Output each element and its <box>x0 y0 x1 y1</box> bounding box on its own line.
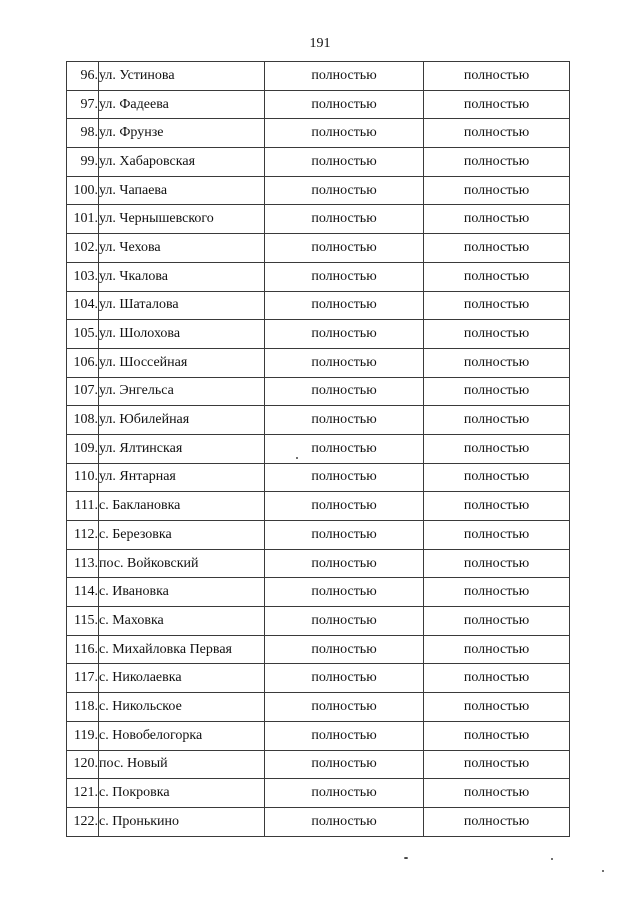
row-number-cell: 100. <box>67 176 99 205</box>
table-row <box>67 664 570 693</box>
scan-speck <box>404 857 408 859</box>
coverage-cell: полностью <box>265 492 424 521</box>
coverage-cell: полностью <box>265 377 424 406</box>
location-name-cell: пос. Войковский <box>99 549 265 578</box>
coverage-cell: полностью <box>265 693 424 722</box>
coverage-cell: полностью <box>265 607 424 636</box>
table-row <box>67 463 570 492</box>
coverage-cell: полностью <box>424 807 570 836</box>
coverage-cell: полностью <box>265 521 424 550</box>
table-row <box>67 90 570 119</box>
location-name-cell: ул. Устинова <box>99 62 265 91</box>
coverage-cell: полностью <box>424 119 570 148</box>
table-row <box>67 176 570 205</box>
coverage-cell: полностью <box>424 262 570 291</box>
location-name-cell: пос. Новый <box>99 750 265 779</box>
table-row <box>67 262 570 291</box>
location-name-cell: с. Пронькино <box>99 807 265 836</box>
coverage-cell: полностью <box>265 62 424 91</box>
scan-speck <box>551 858 553 860</box>
location-name-cell: с. Михайловка Первая <box>99 635 265 664</box>
row-number-cell: 117. <box>67 664 99 693</box>
location-name-cell: ул. Шолохова <box>99 320 265 349</box>
table-row <box>67 779 570 808</box>
row-number-cell: 109. <box>67 434 99 463</box>
row-number-cell: 120. <box>67 750 99 779</box>
coverage-cell: полностью <box>424 549 570 578</box>
row-number-cell: 106. <box>67 348 99 377</box>
table-row <box>67 578 570 607</box>
coverage-cell: полностью <box>424 320 570 349</box>
coverage-cell: полностью <box>424 607 570 636</box>
coverage-cell: полностью <box>265 406 424 435</box>
coverage-cell: полностью <box>265 148 424 177</box>
location-name-cell: ул. Чехова <box>99 234 265 263</box>
table-row <box>67 406 570 435</box>
location-name-cell: ул. Энгельса <box>99 377 265 406</box>
coverage-cell: полностью <box>424 750 570 779</box>
row-number-cell: 101. <box>67 205 99 234</box>
coverage-cell: полностью <box>265 807 424 836</box>
location-name-cell: ул. Ялтинская <box>99 434 265 463</box>
row-number-cell: 122. <box>67 807 99 836</box>
row-number-cell: 108. <box>67 406 99 435</box>
coverage-cell: полностью <box>265 291 424 320</box>
coverage-cell: полностью <box>424 90 570 119</box>
row-number-cell: 105. <box>67 320 99 349</box>
row-number-cell: 103. <box>67 262 99 291</box>
coverage-cell: полностью <box>424 62 570 91</box>
coverage-cell: полностью <box>265 549 424 578</box>
coverage-cell: полностью <box>424 635 570 664</box>
location-name-cell: с. Баклановка <box>99 492 265 521</box>
table-row <box>67 635 570 664</box>
row-number-cell: 104. <box>67 291 99 320</box>
coverage-cell: полностью <box>424 205 570 234</box>
coverage-cell: полностью <box>265 348 424 377</box>
coverage-cell: полностью <box>265 90 424 119</box>
coverage-cell: полностью <box>424 492 570 521</box>
coverage-cell: полностью <box>265 176 424 205</box>
row-number-cell: 118. <box>67 693 99 722</box>
coverage-cell: полностью <box>424 291 570 320</box>
location-name-cell: с. Ивановка <box>99 578 265 607</box>
coverage-cell: полностью <box>265 779 424 808</box>
table-row <box>67 348 570 377</box>
location-name-cell: ул. Хабаровская <box>99 148 265 177</box>
table-row <box>67 377 570 406</box>
coverage-cell: полностью <box>424 463 570 492</box>
row-number-cell: 98. <box>67 119 99 148</box>
coverage-cell: полностью <box>265 434 424 463</box>
table-row <box>67 807 570 836</box>
coverage-cell: полностью <box>424 148 570 177</box>
coverage-cell: полностью <box>265 320 424 349</box>
row-number-cell: 116. <box>67 635 99 664</box>
row-number-cell: 121. <box>67 779 99 808</box>
table-row <box>67 521 570 550</box>
row-number-cell: 115. <box>67 607 99 636</box>
location-name-cell: ул. Чапаева <box>99 176 265 205</box>
coverage-cell: полностью <box>424 434 570 463</box>
coverage-cell: полностью <box>265 721 424 750</box>
coverage-cell: полностью <box>265 635 424 664</box>
row-number-cell: 99. <box>67 148 99 177</box>
coverage-cell: полностью <box>265 463 424 492</box>
location-name-cell: ул. Фадеева <box>99 90 265 119</box>
page-number: 191 <box>309 36 331 51</box>
coverage-cell: полностью <box>424 176 570 205</box>
coverage-cell: полностью <box>424 779 570 808</box>
location-name-cell: ул. Янтарная <box>99 463 265 492</box>
table-row <box>67 234 570 263</box>
table-row <box>67 205 570 234</box>
location-name-cell: с. Березовка <box>99 521 265 550</box>
location-name-cell: с. Николаевка <box>99 664 265 693</box>
table-row <box>67 693 570 722</box>
row-number-cell: 113. <box>67 549 99 578</box>
streets-table <box>66 61 570 837</box>
table-row <box>67 607 570 636</box>
table-body <box>67 62 570 837</box>
coverage-cell: полностью <box>424 377 570 406</box>
location-name-cell: ул. Чернышевского <box>99 205 265 234</box>
row-number-cell: 110. <box>67 463 99 492</box>
table-row <box>67 320 570 349</box>
location-name-cell: с. Маховка <box>99 607 265 636</box>
coverage-cell: полностью <box>265 750 424 779</box>
coverage-cell: полностью <box>424 693 570 722</box>
coverage-cell: полностью <box>265 119 424 148</box>
table-row <box>67 492 570 521</box>
row-number-cell: 96. <box>67 62 99 91</box>
coverage-cell: полностью <box>424 234 570 263</box>
coverage-cell: полностью <box>424 721 570 750</box>
scan-speck <box>602 870 604 872</box>
location-name-cell: ул. Фрунзе <box>99 119 265 148</box>
row-number-cell: 119. <box>67 721 99 750</box>
table-row <box>67 721 570 750</box>
coverage-cell: полностью <box>424 348 570 377</box>
location-name-cell: с. Новобелогорка <box>99 721 265 750</box>
coverage-cell: полностью <box>424 578 570 607</box>
coverage-cell: полностью <box>265 664 424 693</box>
location-name-cell: ул. Шоссейная <box>99 348 265 377</box>
row-number-cell: 111. <box>67 492 99 521</box>
row-number-cell: 114. <box>67 578 99 607</box>
row-number-cell: 107. <box>67 377 99 406</box>
location-name-cell: ул. Юбилейная <box>99 406 265 435</box>
scan-speck <box>296 457 298 459</box>
location-name-cell: с. Покровка <box>99 779 265 808</box>
table-row <box>67 62 570 91</box>
table-row <box>67 549 570 578</box>
location-name-cell: с. Никольское <box>99 693 265 722</box>
coverage-cell: полностью <box>424 664 570 693</box>
coverage-cell: полностью <box>265 234 424 263</box>
coverage-cell: полностью <box>265 205 424 234</box>
coverage-cell: полностью <box>424 521 570 550</box>
coverage-cell: полностью <box>265 262 424 291</box>
row-number-cell: 97. <box>67 90 99 119</box>
row-number-cell: 112. <box>67 521 99 550</box>
table-row <box>67 119 570 148</box>
table-row <box>67 434 570 463</box>
row-number-cell: 102. <box>67 234 99 263</box>
location-name-cell: ул. Чкалова <box>99 262 265 291</box>
coverage-cell: полностью <box>265 578 424 607</box>
table-row <box>67 148 570 177</box>
table-row <box>67 291 570 320</box>
location-name-cell: ул. Шаталова <box>99 291 265 320</box>
coverage-cell: полностью <box>424 406 570 435</box>
table-row <box>67 750 570 779</box>
